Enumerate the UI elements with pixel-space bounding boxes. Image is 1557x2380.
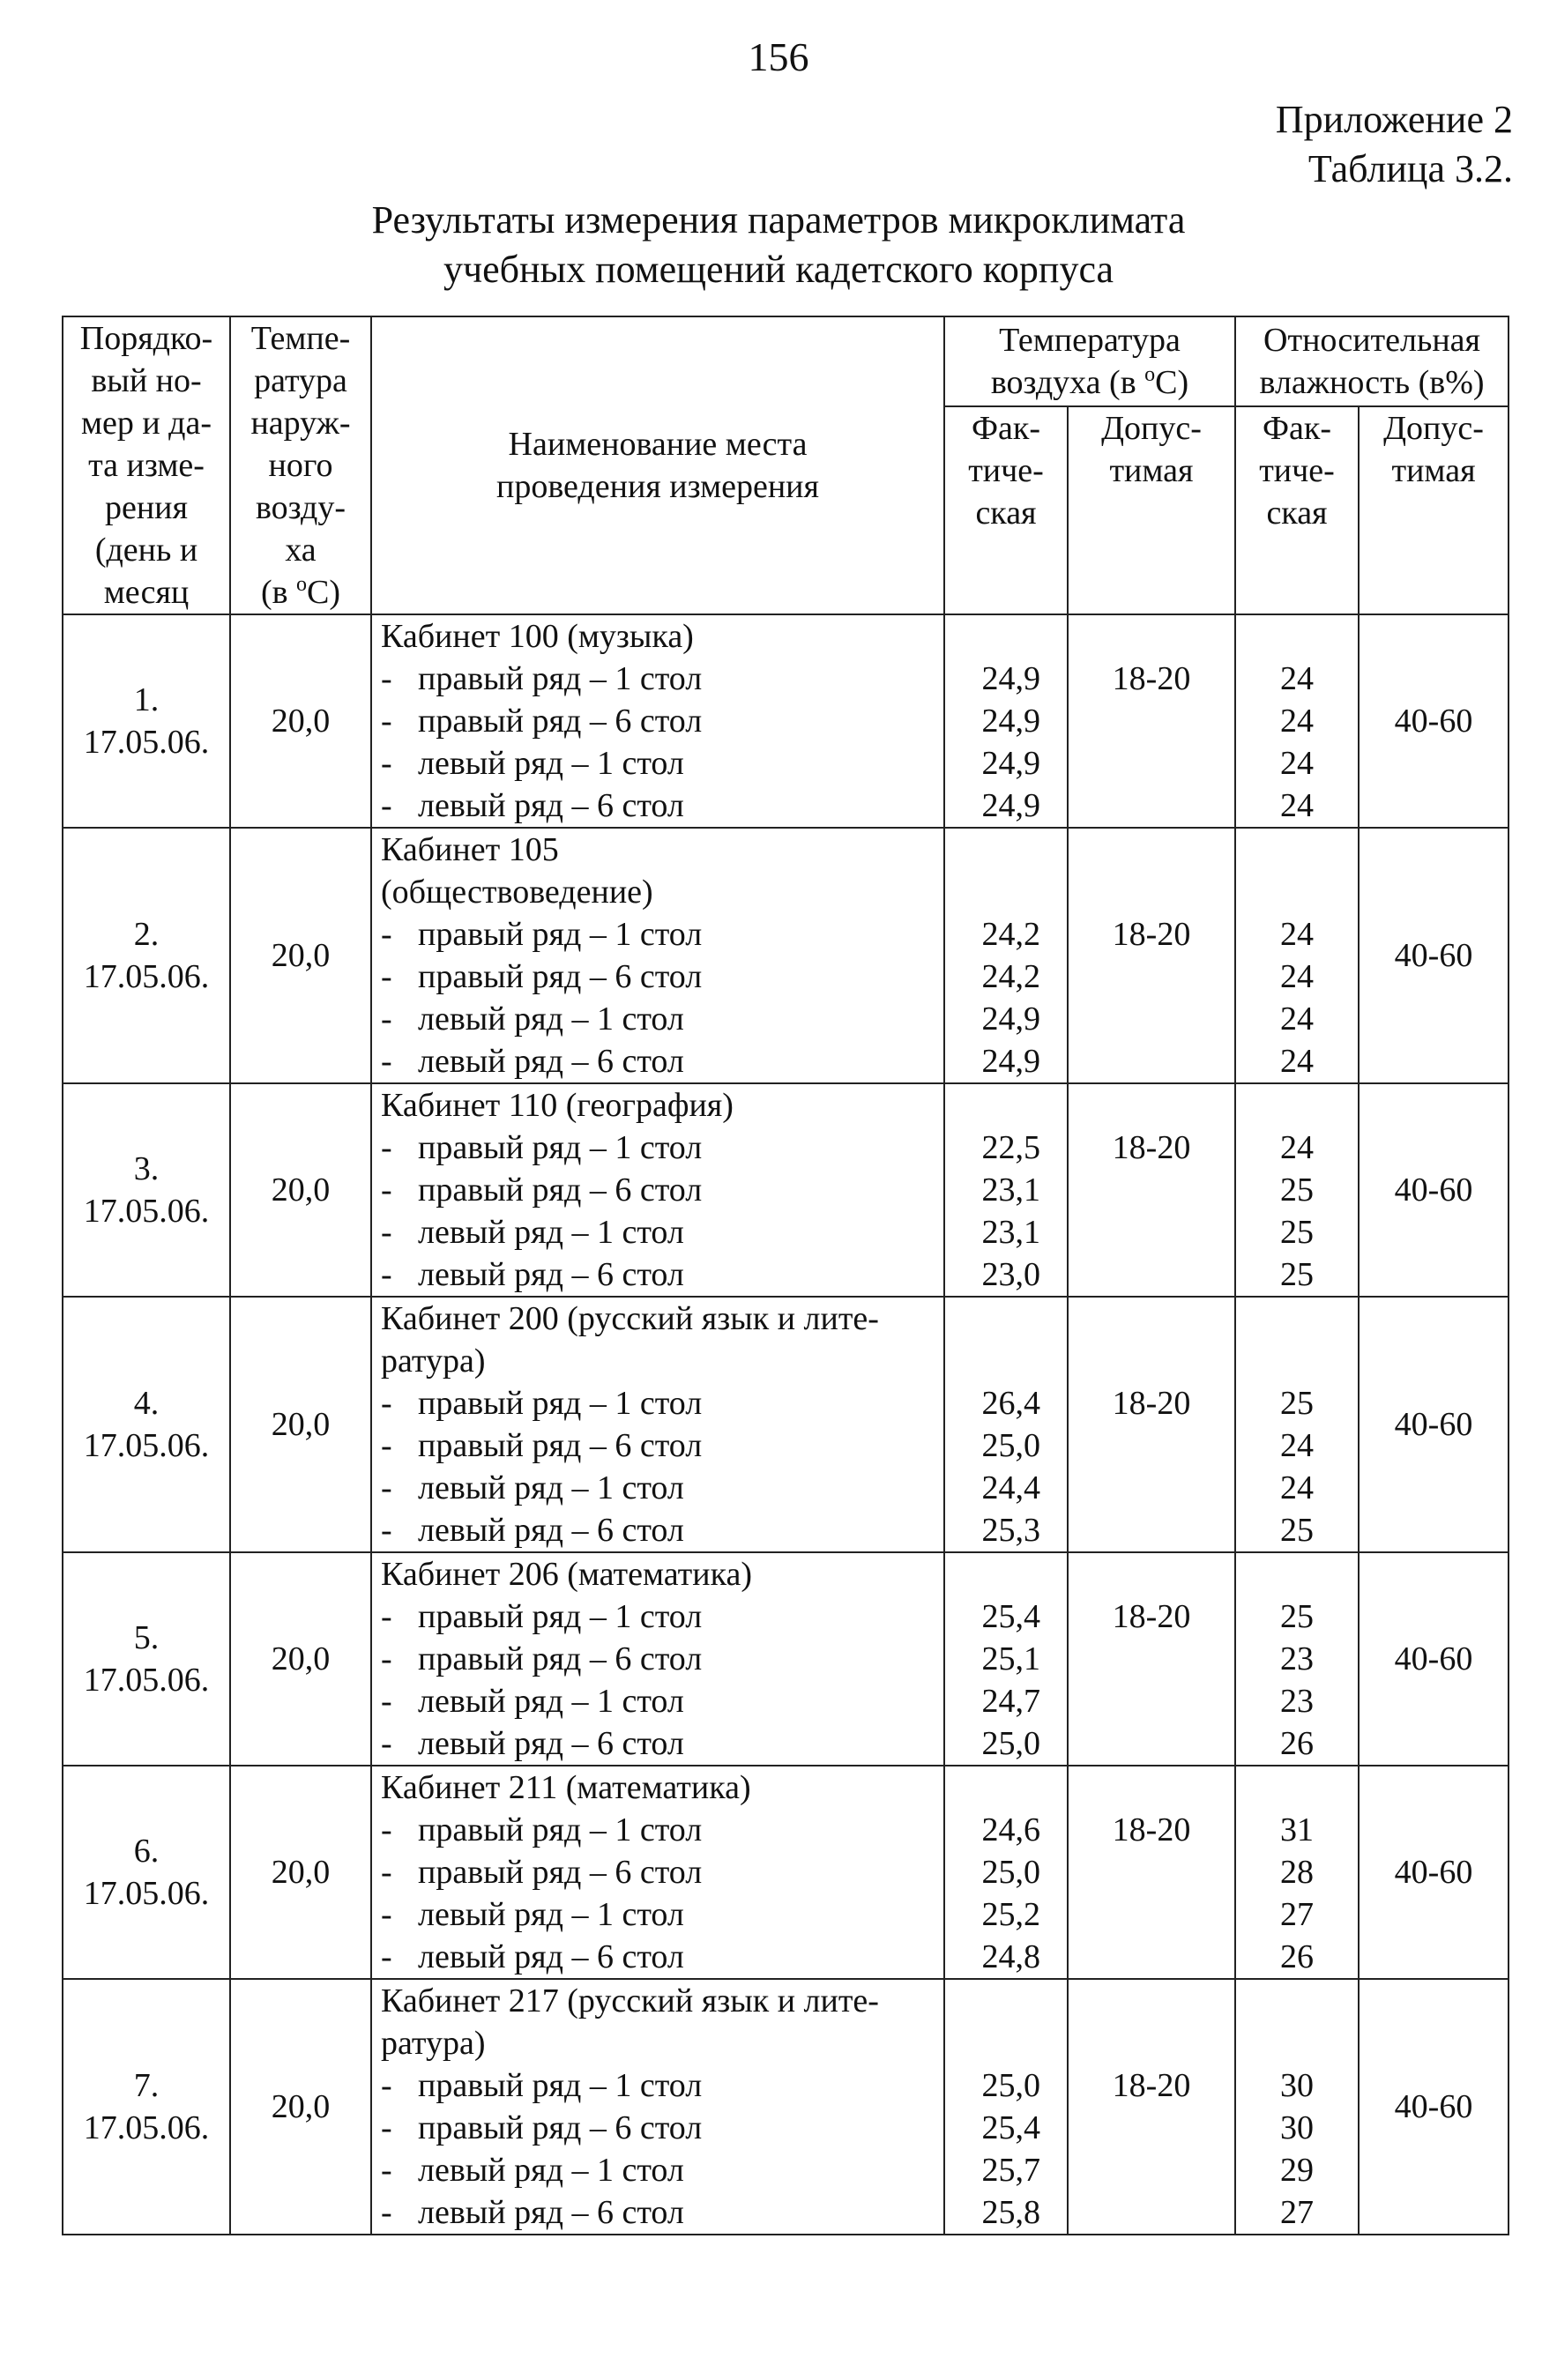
cell-hum-permitted: 40-60: [1359, 614, 1509, 828]
appendix-label: Приложение 2: [1275, 98, 1513, 141]
page-number: 156: [748, 34, 809, 79]
title-line-1: Результаты измерения параметров микроклимата: [371, 198, 1186, 242]
cell-temp-permitted: 18-20: [1068, 1083, 1235, 1297]
appendix-block: [1276, 95, 1513, 194]
cell-outdoor-temp: 20,0: [230, 614, 371, 828]
cell-place: Кабинет 211 (математика) - правый ряд – 1 стол - правый ряд – 6 стол - левый ряд – 1 стол - левый ряд – 6 стол: [371, 1766, 944, 1979]
cell-temp-fact: 25,4 25,1 24,7 25,0: [944, 1552, 1068, 1766]
cell-date: 4. 17.05.06.: [63, 1297, 230, 1552]
cell-date: 3. 17.05.06.: [63, 1083, 230, 1297]
cell-hum-fact: 24 24 24 24: [1235, 614, 1359, 828]
cell-hum-permitted: 40-60: [1359, 1766, 1509, 1979]
table-row: [63, 1552, 1509, 1766]
cell-hum-fact: 25 24 24 25: [1235, 1297, 1359, 1552]
table-row: [63, 1297, 1509, 1552]
title-line-2: учебных помещений кадетского корпуса: [443, 248, 1114, 291]
cell-hum-fact: 25 23 23 26: [1235, 1552, 1359, 1766]
header-place: Наименование места проведения измерения: [371, 316, 944, 614]
cell-temp-permitted: 18-20: [1068, 1979, 1235, 2235]
microclimate-table: [62, 316, 1509, 2235]
cell-outdoor-temp: 20,0: [230, 1297, 371, 1552]
cell-hum-fact: 30 30 29 27: [1235, 1979, 1359, 2235]
cell-outdoor-temp: 20,0: [230, 828, 371, 1083]
cell-temp-fact: 24,9 24,9 24,9 24,9: [944, 614, 1068, 828]
cell-place: Кабинет 105 (обществоведение) - правый ряд – 1 стол - правый ряд – 6 стол - левый ряд – 1 стол - левый ряд – 6 стол: [371, 828, 944, 1083]
cell-outdoor-temp: 20,0: [230, 1552, 371, 1766]
cell-hum-permitted: 40-60: [1359, 1083, 1509, 1297]
cell-temp-fact: 24,6 25,0 25,2 24,8: [944, 1766, 1068, 1979]
table-row: [63, 614, 1509, 828]
cell-temp-fact: 25,0 25,4 25,7 25,8: [944, 1979, 1068, 2235]
table-row: [63, 828, 1509, 1083]
header-humidity: Относительная влажность (в%): [1235, 316, 1509, 406]
table-body: [63, 614, 1509, 2235]
table-title: [0, 196, 1557, 294]
cell-place: Кабинет 200 (русский язык и лите- ратура) - правый ряд – 1 стол - правый ряд – 6 стол - левый ряд – 1 стол - левый ряд – 6 стол: [371, 1297, 944, 1552]
header-temp-fact: Фак- тиче- ская: [944, 406, 1068, 614]
cell-place: Кабинет 110 (география) - правый ряд – 1 стол - правый ряд – 6 стол - левый ряд – 1 стол - левый ряд – 6 стол: [371, 1083, 944, 1297]
cell-date: 6. 17.05.06.: [63, 1766, 230, 1979]
table-row: [63, 1766, 1509, 1979]
cell-temp-permitted: 18-20: [1068, 828, 1235, 1083]
cell-temp-permitted: 18-20: [1068, 1297, 1235, 1552]
cell-temp-fact: 24,2 24,2 24,9 24,9: [944, 828, 1068, 1083]
cell-date: 7. 17.05.06.: [63, 1979, 230, 2235]
cell-date: 1. 17.05.06.: [63, 614, 230, 828]
header-air-temp: Температура воздуха (в $^о$С): [944, 316, 1235, 406]
cell-hum-permitted: 40-60: [1359, 828, 1509, 1083]
header-date: Порядко- вый но- мер и да- та изме- рения (день и месяц: [63, 316, 230, 614]
cell-outdoor-temp: 20,0: [230, 1766, 371, 1979]
cell-hum-fact: 31 28 27 26: [1235, 1766, 1359, 1979]
table-row: [63, 1979, 1509, 2235]
cell-outdoor-temp: 20,0: [230, 1083, 371, 1297]
cell-hum-permitted: 40-60: [1359, 1552, 1509, 1766]
cell-hum-fact: 24 24 24 24: [1235, 828, 1359, 1083]
table-label: Таблица 3.2.: [1307, 147, 1513, 190]
cell-place: Кабинет 206 (математика) - правый ряд – 1 стол - правый ряд – 6 стол - левый ряд – 1 стол - левый ряд – 6 стол: [371, 1552, 944, 1766]
table-row: [63, 1083, 1509, 1297]
header-hum-fact: Фак- тиче- ская: [1235, 406, 1359, 614]
cell-hum-permitted: 40-60: [1359, 1297, 1509, 1552]
cell-hum-permitted: 40-60: [1359, 1979, 1509, 2235]
cell-place: Кабинет 100 (музыка) - правый ряд – 1 стол - правый ряд – 6 стол - левый ряд – 1 стол - левый ряд – 6 стол: [371, 614, 944, 828]
cell-place: Кабинет 217 (русский язык и лите- ратура) - правый ряд – 1 стол - правый ряд – 6 стол - левый ряд – 1 стол - левый ряд – 6 стол: [371, 1979, 944, 2235]
cell-temp-permitted: 18-20: [1068, 614, 1235, 828]
cell-hum-fact: 24 25 25 25: [1235, 1083, 1359, 1297]
cell-temp-permitted: 18-20: [1068, 1552, 1235, 1766]
cell-date: 5. 17.05.06.: [63, 1552, 230, 1766]
cell-temp-permitted: 18-20: [1068, 1766, 1235, 1979]
header-outdoor-temp: Темпе- ратура наруж- ного возду- ха (в $^о$С): [230, 316, 371, 614]
header-temp-permitted: Допус- тимая: [1068, 406, 1235, 614]
cell-temp-fact: 26,4 25,0 24,4 25,3: [944, 1297, 1068, 1552]
cell-outdoor-temp: 20,0: [230, 1979, 371, 2235]
header-hum-permitted: Допус- тимая: [1359, 406, 1509, 614]
cell-date: 2. 17.05.06.: [63, 828, 230, 1083]
cell-temp-fact: 22,5 23,1 23,1 23,0: [944, 1083, 1068, 1297]
